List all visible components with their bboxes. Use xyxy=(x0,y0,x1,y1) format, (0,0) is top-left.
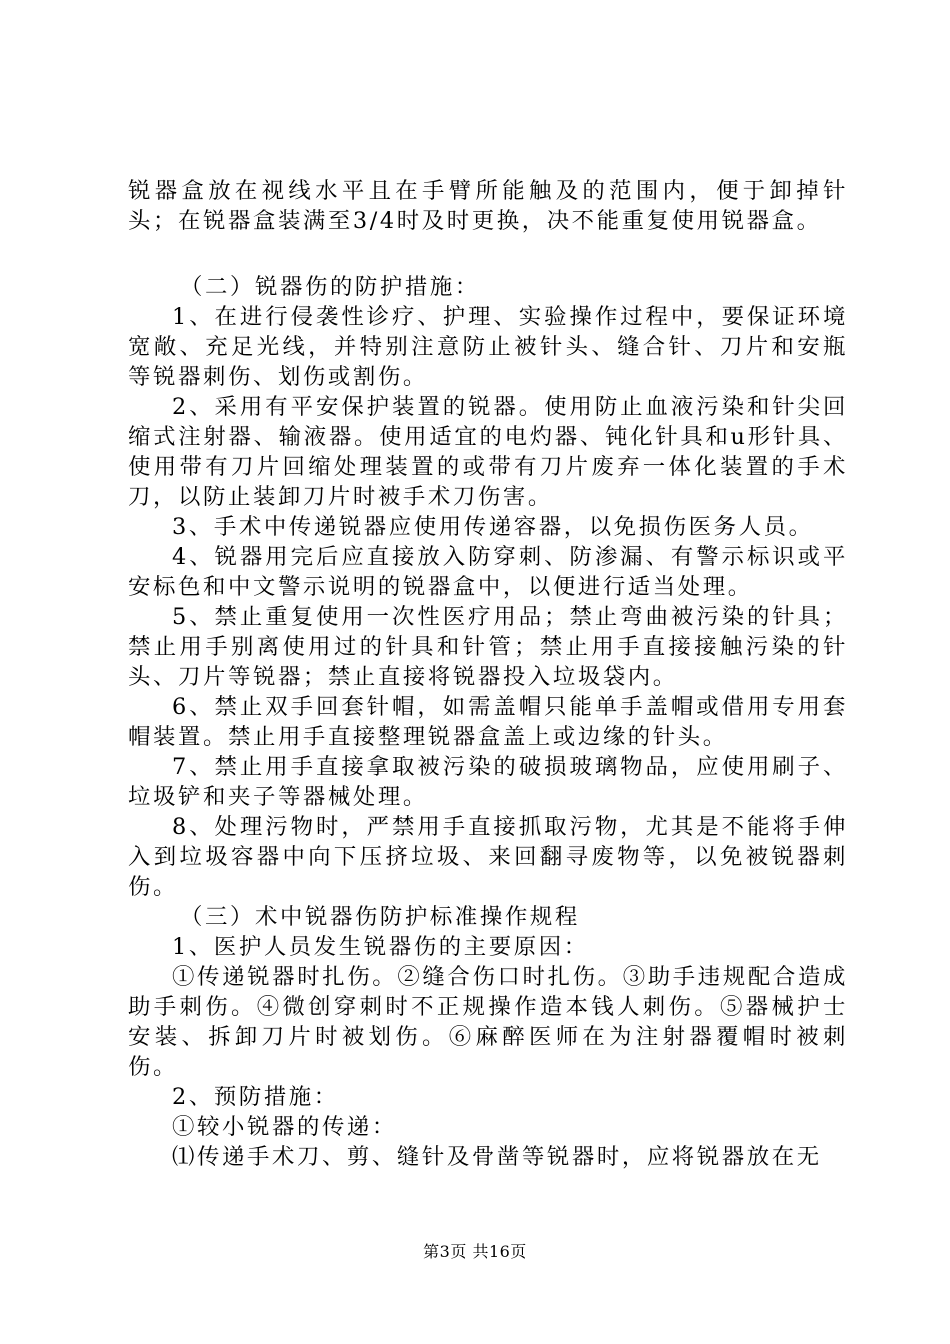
document-body xyxy=(128,176,848,1172)
list-item: 1、在进行侵袭性诊疗、护理、实验操作过程中，要保证环境宽敞、充足光线，并特别注意防止被针头、缝合针、刀片和安瓶等锐器刺伤、划伤或割伤。 xyxy=(128,304,848,390)
list-item: 6、禁止双手回套针帽，如需盖帽只能单手盖帽或借用专用套帽装置。禁止用手直接整理锐器盒盖上或边缘的针头。 xyxy=(128,694,848,750)
list-item: 8、处理污物时，严禁用手直接抓取污物，尤其是不能将手伸入到垃圾容器中向下压挤垃圾、来回翻寻废物等，以免被锐器刺伤。 xyxy=(128,814,848,900)
list-item: 2、采用有平安保护装置的锐器。使用防止血液污染和针尖回缩式注射器、输液器。使用适宜的电灼器、钝化针具和u形针具、使用带有刀片回缩处理装置的或带有刀片废弃一体化装置的手术刀，以防止装卸刀片时被手术刀伤害。 xyxy=(128,394,848,510)
list-item: 5、禁止重复使用一次性医疗用品；禁止弯曲被污染的针具；禁止用手别离使用过的针具和针管；禁止用手直接接触污染的针头、刀片等锐器；禁止直接将锐器投入垃圾袋内。 xyxy=(128,604,848,690)
paragraph-continuation: 锐器盒放在视线水平且在手臂所能触及的范围内，便于卸掉针头；在锐器盒装满至3/4时及时更换，决不能重复使用锐器盒。 xyxy=(128,178,848,234)
list-item: ①较小锐器的传递： xyxy=(172,1114,397,1140)
page-number: 第3页 共16页 xyxy=(423,1242,527,1261)
subsection-heading: 1、医护人员发生锐器伤的主要原因： xyxy=(172,934,589,960)
list-item: 3、手术中传递锐器应使用传递容器，以免损伤医务人员。 xyxy=(172,514,814,540)
section-heading-2: （二）锐器伤的防护措施： xyxy=(180,274,480,300)
list-item: ⑴传递手术刀、剪、缝针及骨凿等锐器时，应将锐器放在无 xyxy=(172,1144,822,1170)
list-item: 7、禁止用手直接拿取被污染的破损玻璃物品，应使用刷子、垃圾铲和夹子等器械处理。 xyxy=(128,754,848,810)
list-item: 4、锐器用完后应直接放入防穿刺、防渗漏、有警示标识或平安标色和中文警示说明的锐器盒中，以便进行适当处理。 xyxy=(128,544,848,600)
section-heading-3: （三）术中锐器伤防护标准操作规程 xyxy=(180,904,580,930)
list-item: ①传递锐器时扎伤。②缝合伤口时扎伤。③助手违规配合造成助手刺伤。④微创穿刺时不正规操作造本钱人刺伤。⑤器械护士安装、拆卸刀片时被划伤。⑥麻醉医师在为注射器覆帽时被刺伤。 xyxy=(128,964,848,1080)
subsection-heading: 2、预防措施： xyxy=(172,1084,339,1110)
